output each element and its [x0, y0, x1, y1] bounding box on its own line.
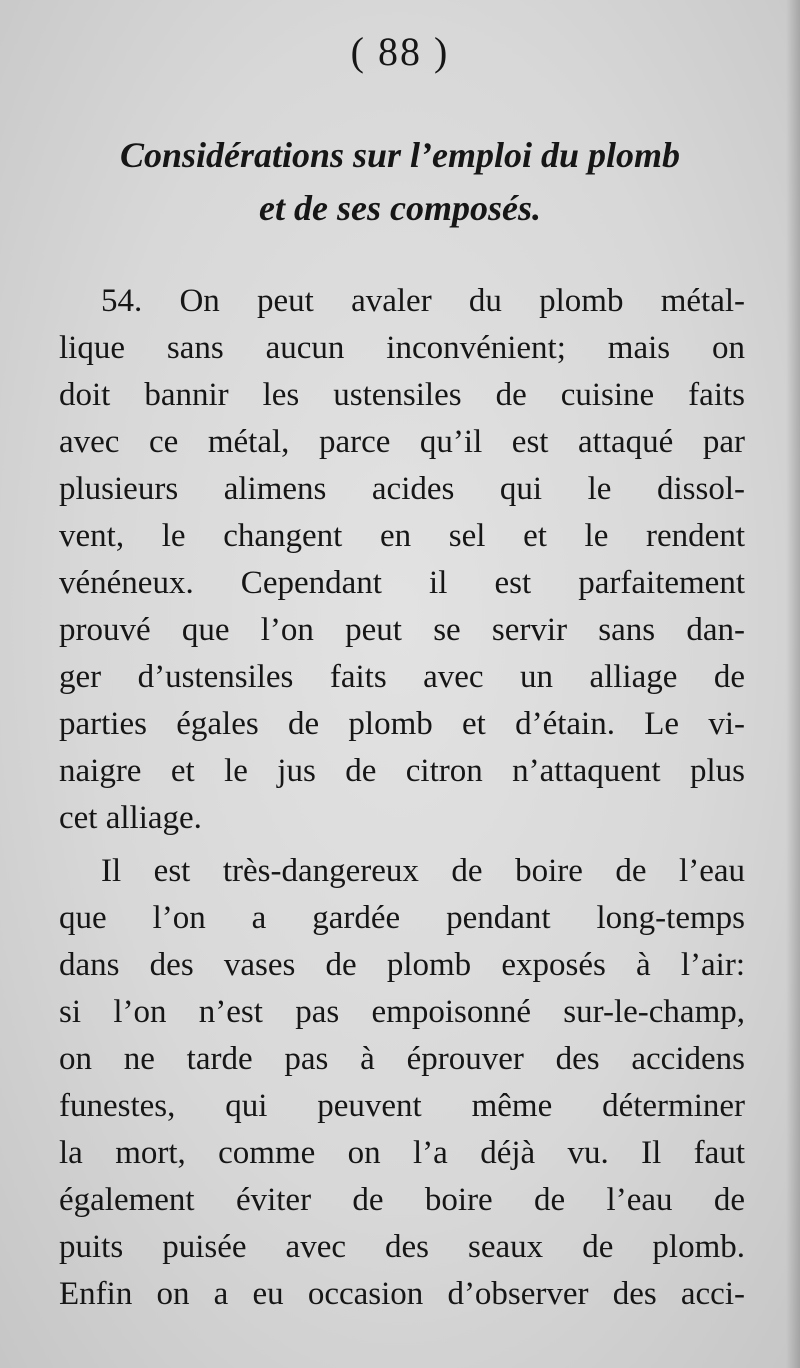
- body-line-14: que l’on a gardée pendant long-temps: [59, 900, 745, 936]
- body-line-9: ger d’ustensiles faits avec un alliage de: [59, 659, 745, 695]
- body-line-1: 54. On peut avaler du plomb métal-: [101, 283, 745, 319]
- body-line-8: prouvé que l’on peut se servir sans dan-: [59, 612, 745, 648]
- body-line-6: vent, le changent en sel et le rendent: [59, 518, 745, 554]
- body-line-18: funestes, qui peuvent même déterminer: [59, 1088, 745, 1124]
- body-line-11: naigre et le jus de citron n’attaquent plus: [59, 753, 745, 789]
- body-line-16: si l’on n’est pas empoisonné sur-le-champ,: [59, 994, 745, 1030]
- body-line-21: puits puisée avec des seaux de plomb.: [59, 1229, 745, 1265]
- section-heading-line-1: Considérations sur l’emploi du plomb: [119, 135, 681, 175]
- body-line-17: on ne tarde pas à éprouver des accidens: [59, 1041, 745, 1077]
- body-line-19: la mort, comme on l’a déjà vu. Il faut: [59, 1135, 745, 1171]
- body-line-5: plusieurs alimens acides qui le dissol-: [59, 471, 745, 507]
- body-line-2: lique sans aucun inconvénient; mais on: [59, 330, 745, 366]
- body-line-10: parties égales de plomb et d’étain. Le vi-: [59, 706, 745, 742]
- body-line-13: Il est très-dangereux de boire de l’eau: [101, 853, 745, 889]
- body-line-7: vénéneux. Cependant il est parfaitement: [59, 565, 745, 601]
- body-line-3: doit bannir les ustensiles de cuisine faits: [59, 377, 745, 413]
- body-line-22: Enfin on a eu occasion d’observer des acci-: [59, 1276, 745, 1312]
- section-heading-line-2: et de ses composés.: [259, 188, 541, 228]
- body-line-15: dans des vases de plomb exposés à l’air:: [59, 947, 745, 983]
- body-line-20: également éviter de boire de l’eau de: [59, 1182, 745, 1218]
- page-number: ( 88 ): [350, 29, 450, 74]
- body-line-4: avec ce métal, parce qu’il est attaqué par: [59, 424, 745, 460]
- body-line-12: cet alliage.: [59, 800, 202, 836]
